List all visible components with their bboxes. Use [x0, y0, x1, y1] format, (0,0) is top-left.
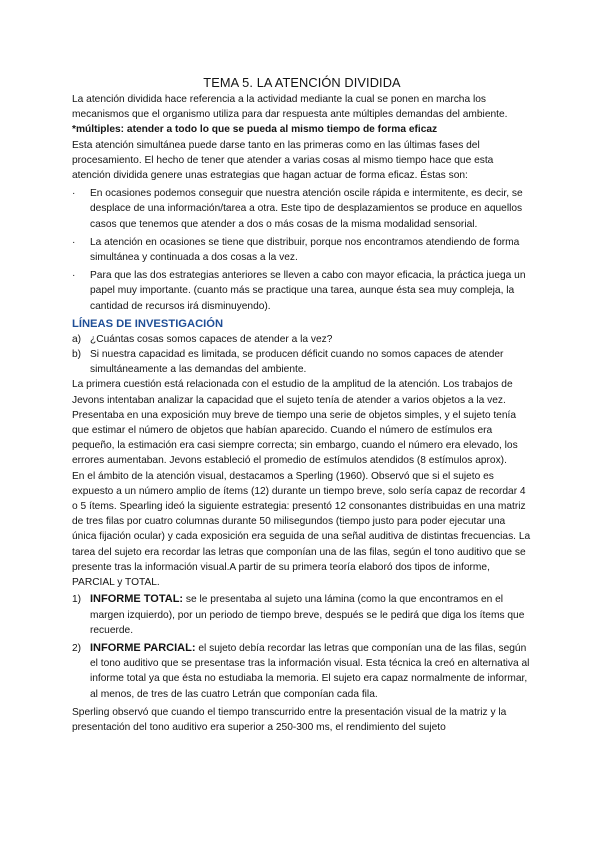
sperling-paragraph: En el ámbito de la atención visual, destacamos a Sperling (1960). Observó que si el sujeto es expuesto a un número amplio de ítems (12) durante un tiempo breve, solo sería capaz de recordar 4 o 5 ítems. Spearling ideó la siguiente estrategia: presentó 12 consonantes distribuidas en una matriz de tres filas por cuatro columnas durante 50 milisegundos (tiempo justo para poder ejecutar una única fijación ocular) y cada exposición era seguida de una señal auditiva de distintas frecuencias. La tarea del sujeto era recordar las letras que componían una de las filas, según el tono auditivo que se presente tras la información visual.A partir de su primera teoría elaboró dos tipos de informe, PARCIAL y TOTAL. — [72, 470, 531, 589]
strategy-item — [72, 186, 532, 232]
intro-emphasis: *múltiples: atender a todo lo que se pueda al mismo tiempo de forma eficaz — [72, 124, 438, 136]
question-item — [72, 332, 532, 347]
section-heading: LÍNEAS DE INVESTIGACIÓN — [72, 317, 224, 330]
question-item — [72, 347, 532, 377]
strategy-text: Para que las dos estrategias anteriores se lleven a cabo con mayor eficacia, la práctica juega un papel muy importante. (cuanto más se practique una tarea, aunque ésta sea muy compleja, la cantidad de recursos irá disminuyendo). — [90, 270, 526, 312]
question-text: ¿Cuántas cosas somos capaces de atender a la vez? — [90, 333, 333, 345]
strategies-intro-paragraph: Esta atención simultánea puede darse tanto en las primeras como en las últimas fases del procesamiento. El hecho de tener que atender a varias cosas al mismo tiempo hace que esta atención dividida genere unas estrategias que hagan actuar de forma eficaz. Éstas son: — [72, 139, 494, 182]
strategy-text: En ocasiones podemos conseguir que nuestra atención oscile rápida e intermitente, es decir, se desplace de una información/tarea a otra. Este tipo de desplazamientos se produce en aquellos casos que tenemos que atender a dos o más cosas de la misma modalidad sensorial. — [90, 188, 523, 230]
bullet-mark: · — [72, 188, 76, 200]
intro-paragraph — [72, 92, 532, 138]
intro-text: La atención dividida hace referencia a la actividad mediante la cual se ponen en marcha los mecanismos que el organismo utiliza para dar respuesta ante múltiples demandas del ambiente. — [72, 94, 508, 121]
question-text: Si nuestra capacidad es limitada, se producen déficit cuando no somos capaces de atender simultáneamente a las demandas del ambiente. — [90, 349, 504, 376]
strategy-text: La atención en ocasiones se tiene que distribuir, porque nos encontramos atendiendo de forma simultánea y continuada a dos cosas a la vez. — [90, 236, 520, 264]
report-item — [72, 592, 532, 638]
strategy-item — [72, 235, 532, 265]
report-item — [72, 641, 532, 702]
sperling-results-paragraph: Sperling observó que cuando el tiempo transcurrido entre la presentación visual de la matriz y la presentación del tono auditivo era superior a 250-300 ms, el rendimiento del sujeto — [72, 706, 507, 733]
report-text: se le presentaba al sujeto una lámina (como la que encontramos en el margen izquierdo), por un periodo de tiempo breve, después se le pedirá que diga los ítems que recuerde. — [90, 594, 525, 636]
bullet-mark: · — [72, 270, 76, 282]
jevons-paragraph: La primera cuestión está relacionada con el estudio de la amplitud de la atención. Los trabajos de Jevons intentaban analizar la capacidad que el sujeto tenía de atender a varios objetos a la vez. Presentaba en una exposición muy breve de tiempo una serie de objetos simples, y el sujeto tenía que estimar el número de objetos que habían aparecido. Cuando el número de estímulos era pequeño, la estimación era casi siempre correcta; sin embargo, cuando el número era elevado, los errores aumentaban. Jevons estableció el promedio de estímulos atendidos (8 estímulos aprox). — [72, 379, 518, 467]
report-text: el sujeto debía recordar las letras que componían una de las filas, según el tono auditivo que se presentase tras la información visual. Esta técnica la creó en alternativa al informe total ya que ésta no estudiaba la memoria. El sujeto era capaz normalmente de informar, al menos, de tres de las cuatro Letrán que componían cada fila. — [90, 642, 530, 700]
report-label: INFORME TOTAL: — [90, 593, 184, 606]
report-label: INFORME PARCIAL: — [90, 641, 196, 654]
document-page — [72, 74, 532, 735]
document-title: TEMA 5. LA ATENCIÓN DIVIDIDA — [203, 75, 401, 90]
bullet-mark: · — [72, 236, 76, 248]
question-mark: b) — [72, 349, 82, 361]
strategy-item — [72, 268, 532, 314]
report-number: 2) — [72, 642, 82, 654]
question-mark: a) — [72, 333, 82, 345]
report-number: 1) — [72, 594, 82, 606]
